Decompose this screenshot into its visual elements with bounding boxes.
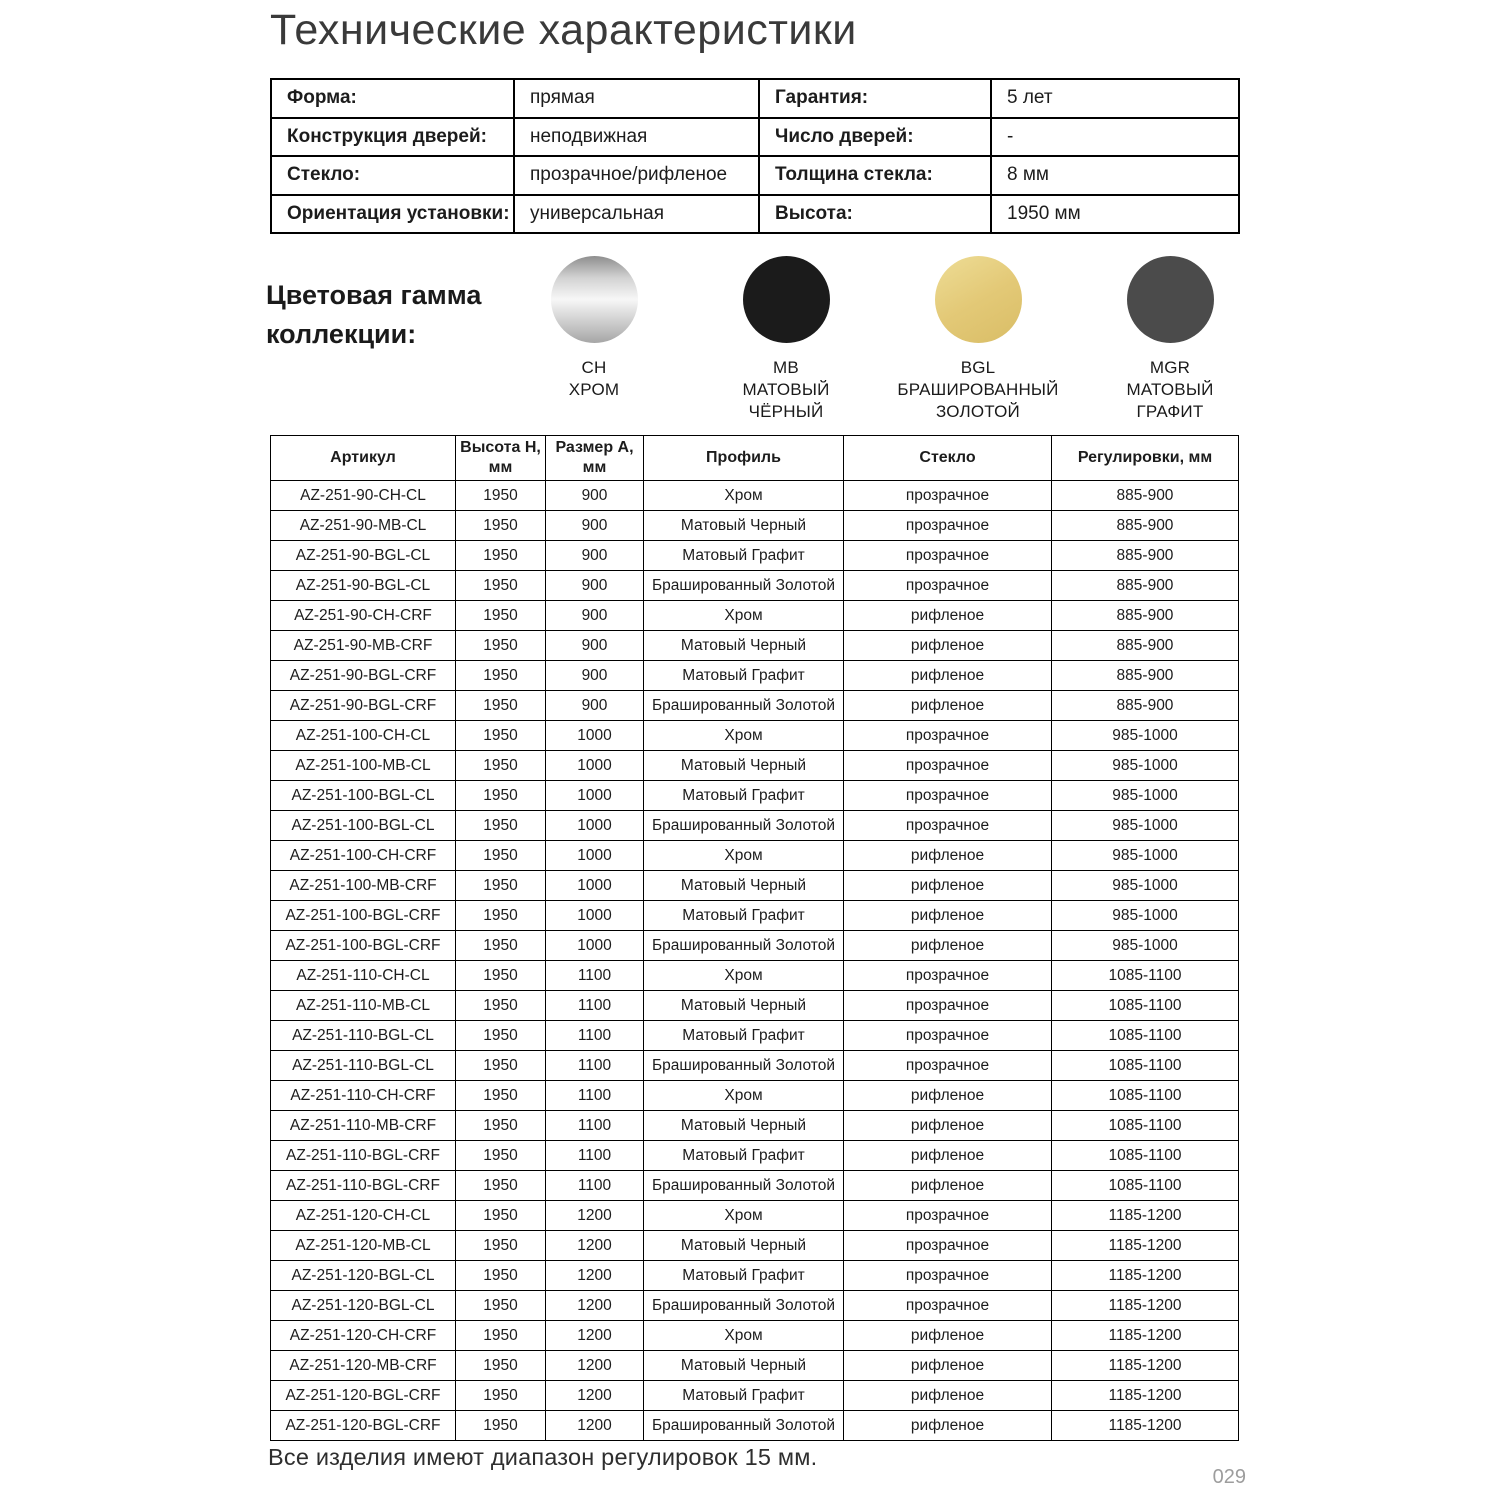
table-cell: 1950 — [456, 691, 546, 721]
spec-value: прямая — [514, 79, 759, 118]
table-cell: 985-1000 — [1052, 811, 1239, 841]
table-cell: 985-1000 — [1052, 931, 1239, 961]
table-cell: AZ-251-90-MB-CL — [271, 511, 456, 541]
table-cell: Хром — [644, 1321, 844, 1351]
color-name: ГРАФИТ — [1136, 402, 1204, 421]
table-cell: прозрачное — [844, 1021, 1052, 1051]
color-item-bgl — [882, 256, 1074, 423]
table-row — [271, 961, 1239, 991]
color-section — [266, 256, 1266, 423]
color-code: CH — [581, 358, 607, 377]
table-cell: AZ-251-120-MB-CRF — [271, 1351, 456, 1381]
spec-value: 5 лет — [991, 79, 1239, 118]
spec-label: Высота: — [759, 195, 991, 234]
table-cell: прозрачное — [844, 961, 1052, 991]
table-cell: 1950 — [456, 931, 546, 961]
table-row — [271, 661, 1239, 691]
table-cell: AZ-251-110-BGL-CL — [271, 1021, 456, 1051]
table-cell: 1185-1200 — [1052, 1291, 1239, 1321]
table-row — [271, 1201, 1239, 1231]
spec-label: Толщина стекла: — [759, 156, 991, 195]
color-name: МАТОВЫЙ — [1126, 380, 1214, 399]
color-code: MB — [773, 358, 799, 377]
spec-row — [271, 79, 1239, 118]
table-cell: AZ-251-120-BGL-CL — [271, 1291, 456, 1321]
table-cell: 1100 — [546, 991, 644, 1021]
table-cell: 1000 — [546, 931, 644, 961]
table-cell: Матовый Графит — [644, 661, 844, 691]
color-section-title-line: Цветовая гамма — [266, 280, 482, 310]
color-item-mgr — [1074, 256, 1266, 423]
table-row — [271, 481, 1239, 511]
table-cell: прозрачное — [844, 1051, 1052, 1081]
table-cell: 1000 — [546, 781, 644, 811]
table-cell: 1185-1200 — [1052, 1321, 1239, 1351]
table-row — [271, 1141, 1239, 1171]
table-cell: 1950 — [456, 1051, 546, 1081]
table-cell: Матовый Графит — [644, 1021, 844, 1051]
table-cell: Брашированный Золотой — [644, 931, 844, 961]
table-cell: 1185-1200 — [1052, 1231, 1239, 1261]
table-row — [271, 1411, 1239, 1441]
table-cell: Матовый Графит — [644, 1381, 844, 1411]
table-cell: 985-1000 — [1052, 721, 1239, 751]
table-cell: 1950 — [456, 481, 546, 511]
table-row — [271, 511, 1239, 541]
table-cell: 885-900 — [1052, 481, 1239, 511]
table-cell: Матовый Черный — [644, 1231, 844, 1261]
mgr-color-swatch — [1127, 256, 1214, 343]
spec-row — [271, 195, 1239, 234]
spec-label: Конструкция дверей: — [271, 118, 514, 157]
table-cell: AZ-251-100-MB-CL — [271, 751, 456, 781]
table-cell: 1100 — [546, 1141, 644, 1171]
table-cell: AZ-251-100-MB-CRF — [271, 871, 456, 901]
table-row — [271, 571, 1239, 601]
table-cell: 1950 — [456, 811, 546, 841]
table-cell: Хром — [644, 721, 844, 751]
table-cell: Матовый Графит — [644, 781, 844, 811]
table-cell: 1950 — [456, 1171, 546, 1201]
table-cell: 985-1000 — [1052, 781, 1239, 811]
table-cell: 900 — [546, 691, 644, 721]
spec-label: Ориентация установки: — [271, 195, 514, 234]
table-row — [271, 541, 1239, 571]
table-cell: AZ-251-90-BGL-CL — [271, 541, 456, 571]
color-item-ch — [498, 256, 690, 423]
table-row — [271, 1231, 1239, 1261]
table-cell: 1100 — [546, 961, 644, 991]
table-row — [271, 1321, 1239, 1351]
spec-row — [271, 156, 1239, 195]
table-cell: 985-1000 — [1052, 751, 1239, 781]
table-row — [271, 1291, 1239, 1321]
table-cell: 1950 — [456, 1201, 546, 1231]
table-cell: 900 — [546, 511, 644, 541]
color-name: ЧЁРНЫЙ — [748, 402, 824, 421]
table-row — [271, 1111, 1239, 1141]
table-cell: 1200 — [546, 1351, 644, 1381]
table-cell: Матовый Черный — [644, 751, 844, 781]
table-row — [271, 1351, 1239, 1381]
table-cell: 1950 — [456, 511, 546, 541]
table-cell: Матовый Черный — [644, 991, 844, 1021]
table-cell: рифленое — [844, 1351, 1052, 1381]
table-cell: прозрачное — [844, 511, 1052, 541]
table-cell: 1950 — [456, 1141, 546, 1171]
table-cell: 985-1000 — [1052, 871, 1239, 901]
table-row — [271, 931, 1239, 961]
table-cell: рифленое — [844, 631, 1052, 661]
table-cell: 1950 — [456, 1111, 546, 1141]
table-cell: 1100 — [546, 1051, 644, 1081]
table-cell: 985-1000 — [1052, 841, 1239, 871]
products-table — [270, 435, 1239, 1441]
table-cell: 1100 — [546, 1021, 644, 1051]
table-cell: AZ-251-110-BGL-CRF — [271, 1141, 456, 1171]
table-cell: 985-1000 — [1052, 901, 1239, 931]
table-cell: прозрачное — [844, 481, 1052, 511]
table-cell: AZ-251-110-BGL-CL — [271, 1051, 456, 1081]
table-cell: 1950 — [456, 901, 546, 931]
table-cell: 900 — [546, 481, 644, 511]
table-cell: AZ-251-110-CH-CL — [271, 961, 456, 991]
color-name: ЗОЛОТОЙ — [936, 402, 1020, 421]
table-cell: 900 — [546, 631, 644, 661]
table-cell: AZ-251-120-CH-CRF — [271, 1321, 456, 1351]
table-cell: 1950 — [456, 1291, 546, 1321]
table-cell: 1000 — [546, 841, 644, 871]
table-row — [271, 1381, 1239, 1411]
table-cell: Брашированный Золотой — [644, 1411, 844, 1441]
table-cell: 1200 — [546, 1261, 644, 1291]
table-cell: прозрачное — [844, 811, 1052, 841]
table-cell: 1185-1200 — [1052, 1261, 1239, 1291]
table-cell: Матовый Графит — [644, 901, 844, 931]
table-cell: 1000 — [546, 901, 644, 931]
table-cell: прозрачное — [844, 1231, 1052, 1261]
spec-label: Стекло: — [271, 156, 514, 195]
table-cell: AZ-251-90-CH-CL — [271, 481, 456, 511]
table-cell: Матовый Черный — [644, 511, 844, 541]
products-header-cell: Размер A, мм — [546, 436, 644, 481]
table-cell: AZ-251-120-BGL-CRF — [271, 1411, 456, 1441]
color-code: MGR — [1149, 358, 1191, 377]
table-cell: 1950 — [456, 1081, 546, 1111]
table-cell: Матовый Графит — [644, 1141, 844, 1171]
spec-value: - — [991, 118, 1239, 157]
table-cell: 885-900 — [1052, 601, 1239, 631]
table-row — [271, 1021, 1239, 1051]
table-cell: 1950 — [456, 661, 546, 691]
table-cell: AZ-251-90-BGL-CRF — [271, 691, 456, 721]
table-cell: 885-900 — [1052, 541, 1239, 571]
table-cell: 1950 — [456, 871, 546, 901]
table-cell: 1950 — [456, 1261, 546, 1291]
table-cell: Хром — [644, 1081, 844, 1111]
table-cell: AZ-251-110-BGL-CRF — [271, 1171, 456, 1201]
table-row — [271, 1261, 1239, 1291]
table-cell: 1950 — [456, 1351, 546, 1381]
table-cell: 1000 — [546, 811, 644, 841]
color-name: БРАШИРОВАННЫЙ — [897, 380, 1059, 399]
table-cell: 1085-1100 — [1052, 1111, 1239, 1141]
table-cell: AZ-251-100-BGL-CRF — [271, 931, 456, 961]
table-row — [271, 751, 1239, 781]
table-cell: 900 — [546, 601, 644, 631]
table-cell: 1085-1100 — [1052, 991, 1239, 1021]
table-cell: 1950 — [456, 541, 546, 571]
table-cell: 1100 — [546, 1081, 644, 1111]
table-cell: 1200 — [546, 1321, 644, 1351]
table-cell: прозрачное — [844, 991, 1052, 1021]
color-items — [498, 256, 1266, 423]
table-cell: 1200 — [546, 1231, 644, 1261]
table-cell: прозрачное — [844, 781, 1052, 811]
table-cell: рифленое — [844, 841, 1052, 871]
table-cell: AZ-251-120-MB-CL — [271, 1231, 456, 1261]
products-header-cell: Стекло — [844, 436, 1052, 481]
table-cell: рифленое — [844, 1321, 1052, 1351]
table-cell: 1085-1100 — [1052, 1051, 1239, 1081]
table-cell: AZ-251-90-BGL-CRF — [271, 661, 456, 691]
table-cell: Хром — [644, 841, 844, 871]
table-row — [271, 631, 1239, 661]
spec-value: 8 мм — [991, 156, 1239, 195]
table-cell: Матовый Черный — [644, 1351, 844, 1381]
table-cell: AZ-251-90-BGL-CL — [271, 571, 456, 601]
table-cell: 1950 — [456, 1021, 546, 1051]
table-row — [271, 781, 1239, 811]
color-name: МАТОВЫЙ — [742, 380, 830, 399]
table-cell: AZ-251-110-MB-CL — [271, 991, 456, 1021]
table-cell: рифленое — [844, 661, 1052, 691]
table-cell: прозрачное — [844, 751, 1052, 781]
table-cell: AZ-251-100-BGL-CRF — [271, 901, 456, 931]
table-row — [271, 1081, 1239, 1111]
table-cell: 1950 — [456, 1321, 546, 1351]
table-cell: 1100 — [546, 1111, 644, 1141]
table-cell: AZ-251-110-MB-CRF — [271, 1111, 456, 1141]
table-cell: рифленое — [844, 691, 1052, 721]
table-row — [271, 691, 1239, 721]
spec-label: Гарантия: — [759, 79, 991, 118]
table-cell: Брашированный Золотой — [644, 1291, 844, 1321]
table-cell: рифленое — [844, 901, 1052, 931]
table-cell: Хром — [644, 961, 844, 991]
spec-table-body — [271, 79, 1239, 233]
table-cell: Хром — [644, 481, 844, 511]
table-cell: 1185-1200 — [1052, 1351, 1239, 1381]
table-cell: 1000 — [546, 721, 644, 751]
spec-row — [271, 118, 1239, 157]
table-cell: Матовый Черный — [644, 871, 844, 901]
table-cell: AZ-251-100-BGL-CL — [271, 811, 456, 841]
table-cell: 1185-1200 — [1052, 1201, 1239, 1231]
table-cell: Матовый Черный — [644, 1111, 844, 1141]
table-cell: 900 — [546, 541, 644, 571]
table-cell: 1950 — [456, 841, 546, 871]
table-cell: Хром — [644, 1201, 844, 1231]
spec-value: неподвижная — [514, 118, 759, 157]
table-cell: 1100 — [546, 1171, 644, 1201]
table-cell: 1950 — [456, 1411, 546, 1441]
color-item-mb — [690, 256, 882, 423]
table-cell: рифленое — [844, 1171, 1052, 1201]
table-cell: рифленое — [844, 931, 1052, 961]
products-header-cell: Артикул — [271, 436, 456, 481]
spec-label: Число дверей: — [759, 118, 991, 157]
table-row — [271, 991, 1239, 1021]
products-header-cell: Высота H, мм — [456, 436, 546, 481]
table-cell: 1185-1200 — [1052, 1411, 1239, 1441]
table-cell: AZ-251-100-BGL-CL — [271, 781, 456, 811]
table-cell: Брашированный Золотой — [644, 691, 844, 721]
ch-color-swatch — [551, 256, 638, 343]
products-table-body — [271, 481, 1239, 1441]
table-cell: 1950 — [456, 631, 546, 661]
table-cell: 1200 — [546, 1201, 644, 1231]
table-cell: AZ-251-100-CH-CRF — [271, 841, 456, 871]
table-cell: рифленое — [844, 1411, 1052, 1441]
footer-note: Все изделия имеют диапазон регулировок 15 мм. — [268, 1444, 818, 1470]
products-header-cell: Регулировки, мм — [1052, 436, 1239, 481]
spec-value: 1950 мм — [991, 195, 1239, 234]
table-cell: Хром — [644, 601, 844, 631]
table-cell: AZ-251-120-BGL-CRF — [271, 1381, 456, 1411]
color-section-title — [266, 256, 498, 354]
spec-value: прозрачное/рифленое — [514, 156, 759, 195]
spec-label: Форма: — [271, 79, 514, 118]
table-cell: 1950 — [456, 751, 546, 781]
color-section-title-line: коллекции: — [266, 319, 417, 350]
table-cell: 1085-1100 — [1052, 1171, 1239, 1201]
table-cell: 1085-1100 — [1052, 1021, 1239, 1051]
table-cell: прозрачное — [844, 1261, 1052, 1291]
table-cell: рифленое — [844, 1111, 1052, 1141]
table-cell: AZ-251-100-CH-CL — [271, 721, 456, 751]
table-cell: прозрачное — [844, 721, 1052, 751]
table-row — [271, 1051, 1239, 1081]
table-cell: AZ-251-120-BGL-CL — [271, 1261, 456, 1291]
table-cell: 1950 — [456, 1381, 546, 1411]
table-cell: 1950 — [456, 781, 546, 811]
table-cell: 885-900 — [1052, 571, 1239, 601]
spec-value: универсальная — [514, 195, 759, 234]
table-cell: 1085-1100 — [1052, 1141, 1239, 1171]
page-title: Технические характеристики — [270, 6, 857, 54]
table-cell: прозрачное — [844, 1291, 1052, 1321]
products-table-header-row — [271, 436, 1239, 481]
table-cell: 885-900 — [1052, 631, 1239, 661]
color-code: BGL — [960, 358, 996, 377]
table-cell: AZ-251-90-CH-CRF — [271, 601, 456, 631]
table-cell: 1085-1100 — [1052, 1081, 1239, 1111]
table-cell: прозрачное — [844, 541, 1052, 571]
table-cell: рифленое — [844, 1141, 1052, 1171]
table-cell: прозрачное — [844, 571, 1052, 601]
mb-color-swatch — [743, 256, 830, 343]
table-cell: 1185-1200 — [1052, 1381, 1239, 1411]
table-cell: 1000 — [546, 751, 644, 781]
table-cell: 1950 — [456, 961, 546, 991]
table-cell: Матовый Графит — [644, 541, 844, 571]
products-header-cell: Профиль — [644, 436, 844, 481]
table-cell: AZ-251-90-MB-CRF — [271, 631, 456, 661]
page-number: 029 — [1212, 1466, 1246, 1488]
table-row — [271, 841, 1239, 871]
table-cell: Брашированный Золотой — [644, 571, 844, 601]
table-cell: 1000 — [546, 871, 644, 901]
table-row — [271, 811, 1239, 841]
spec-table — [270, 78, 1240, 234]
table-row — [271, 1171, 1239, 1201]
table-cell: Брашированный Золотой — [644, 811, 844, 841]
table-row — [271, 901, 1239, 931]
table-cell: 885-900 — [1052, 661, 1239, 691]
table-cell: рифленое — [844, 601, 1052, 631]
table-cell: Матовый Графит — [644, 1261, 844, 1291]
table-cell: 1200 — [546, 1291, 644, 1321]
table-cell: 885-900 — [1052, 691, 1239, 721]
table-cell: прозрачное — [844, 1201, 1052, 1231]
table-cell: Брашированный Золотой — [644, 1051, 844, 1081]
table-cell: 900 — [546, 571, 644, 601]
table-row — [271, 721, 1239, 751]
table-cell: 1200 — [546, 1411, 644, 1441]
table-cell: 1950 — [456, 991, 546, 1021]
table-cell: 1950 — [456, 601, 546, 631]
table-cell: 1085-1100 — [1052, 961, 1239, 991]
table-cell: Матовый Черный — [644, 631, 844, 661]
color-name: ХРОМ — [568, 380, 620, 399]
table-cell: 885-900 — [1052, 511, 1239, 541]
table-cell: AZ-251-110-CH-CRF — [271, 1081, 456, 1111]
table-cell: 1950 — [456, 1231, 546, 1261]
table-row — [271, 601, 1239, 631]
table-cell: 1950 — [456, 721, 546, 751]
table-cell: рифленое — [844, 1081, 1052, 1111]
bgl-color-swatch — [935, 256, 1022, 343]
table-cell: 900 — [546, 661, 644, 691]
table-cell: AZ-251-120-CH-CL — [271, 1201, 456, 1231]
table-row — [271, 871, 1239, 901]
table-cell: 1200 — [546, 1381, 644, 1411]
table-cell: Брашированный Золотой — [644, 1171, 844, 1201]
table-cell: 1950 — [456, 571, 546, 601]
table-cell: рифленое — [844, 871, 1052, 901]
table-cell: рифленое — [844, 1381, 1052, 1411]
